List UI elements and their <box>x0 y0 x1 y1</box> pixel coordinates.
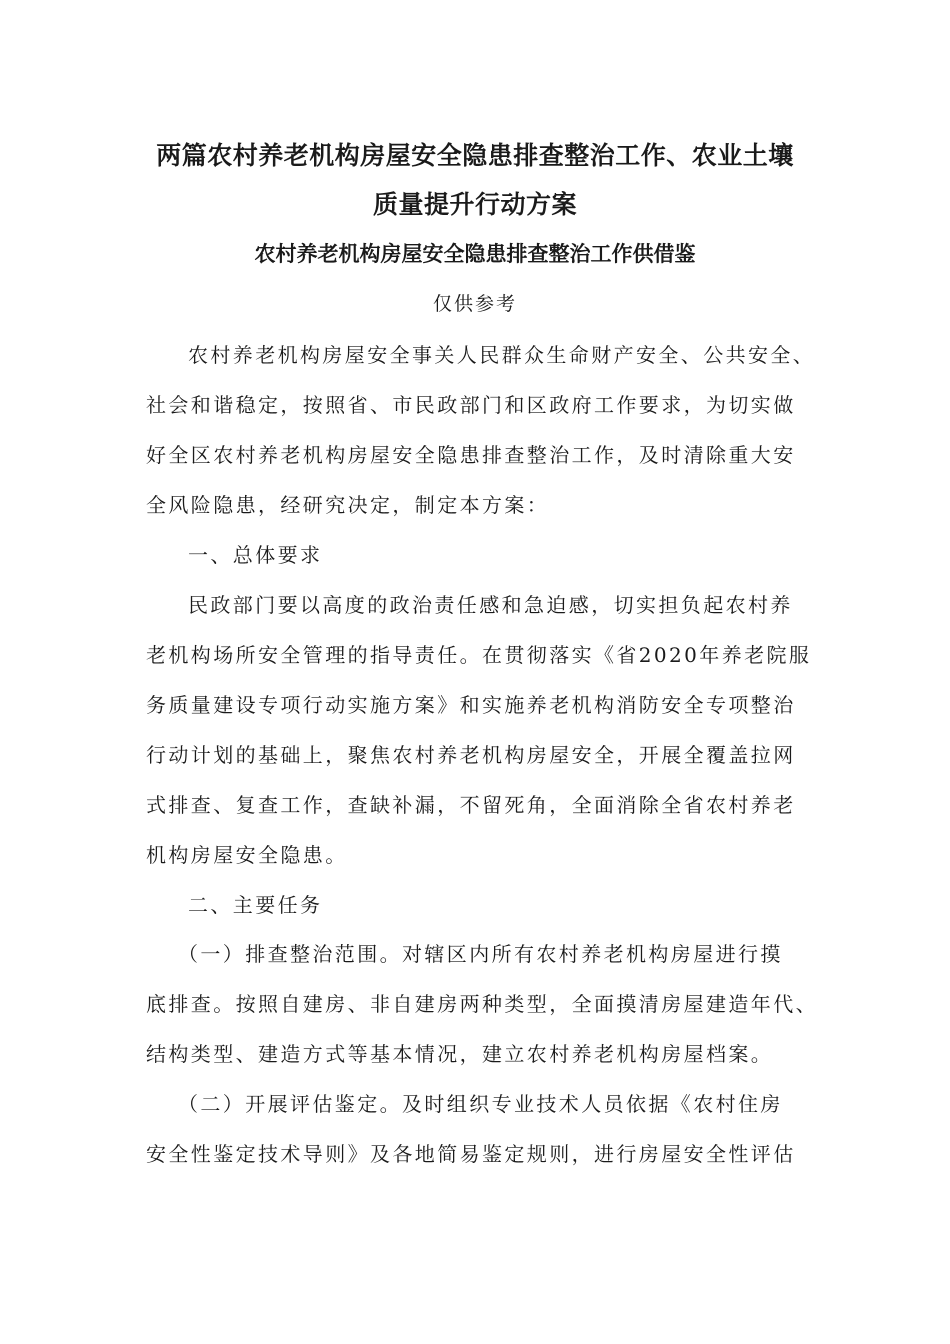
paragraph-line: 结构类型、建造方式等基本情况，建立农村养老机构房屋档案。 <box>146 1042 774 1066</box>
paragraph-line: 农村养老机构房屋安全事关人民群众生命财产安全、公共安全、 <box>188 343 816 367</box>
reference-note: 仅供参考 <box>432 293 517 315</box>
paragraph-line: 式排查、复查工作，查缺补漏，不留死角，全面消除全省农村养老 <box>146 793 796 817</box>
paragraph-line: 务质量建设专项行动实施方案》和实施养老机构消防安全专项整治 <box>146 693 796 717</box>
section-heading: 一、总体要求 <box>188 543 323 567</box>
paragraph-line: 社会和谐稳定，按照省、市民政部门和区政府工作要求，为切实做 <box>146 393 796 417</box>
paragraph-line: 全风险隐患，经研究决定，制定本方案： <box>146 493 550 517</box>
paragraph-line: 底排查。按照自建房、非自建房两种类型，全面摸清房屋建造年代、 <box>146 992 818 1016</box>
section-heading: 二、主要任务 <box>188 893 323 917</box>
paragraph-line: 行动计划的基础上，聚焦农村养老机构房屋安全，开展全覆盖拉网 <box>146 743 796 767</box>
document-title-line-2: 质量提升行动方案 <box>372 190 577 219</box>
paragraph-line: 机构房屋安全隐患。 <box>146 843 348 867</box>
paragraph-line: （一）排查整治范围。对辖区内所有农村养老机构房屋进行摸 <box>178 942 783 966</box>
paragraph-line: 民政部门要以高度的政治责任感和急迫感，切实担负起农村养 <box>188 593 793 617</box>
document-subtitle: 农村养老机构房屋安全隐患排查整治工作供借鉴 <box>254 241 696 266</box>
paragraph-line: 老机构场所安全管理的指导责任。在贯彻落实《省2020年养老院服 <box>146 643 812 667</box>
document-title-line-1: 两篇农村养老机构房屋安全隐患排查整治工作、农业土壤 <box>156 141 794 170</box>
paragraph-line: （二）开展评估鉴定。及时组织专业技术人员依据《农村住房 <box>178 1092 783 1116</box>
paragraph-line: 好全区农村养老机构房屋安全隐患排查整治工作，及时清除重大安 <box>146 443 796 467</box>
paragraph-line: 安全性鉴定技术导则》及各地简易鉴定规则，进行房屋安全性评估 <box>146 1142 796 1166</box>
